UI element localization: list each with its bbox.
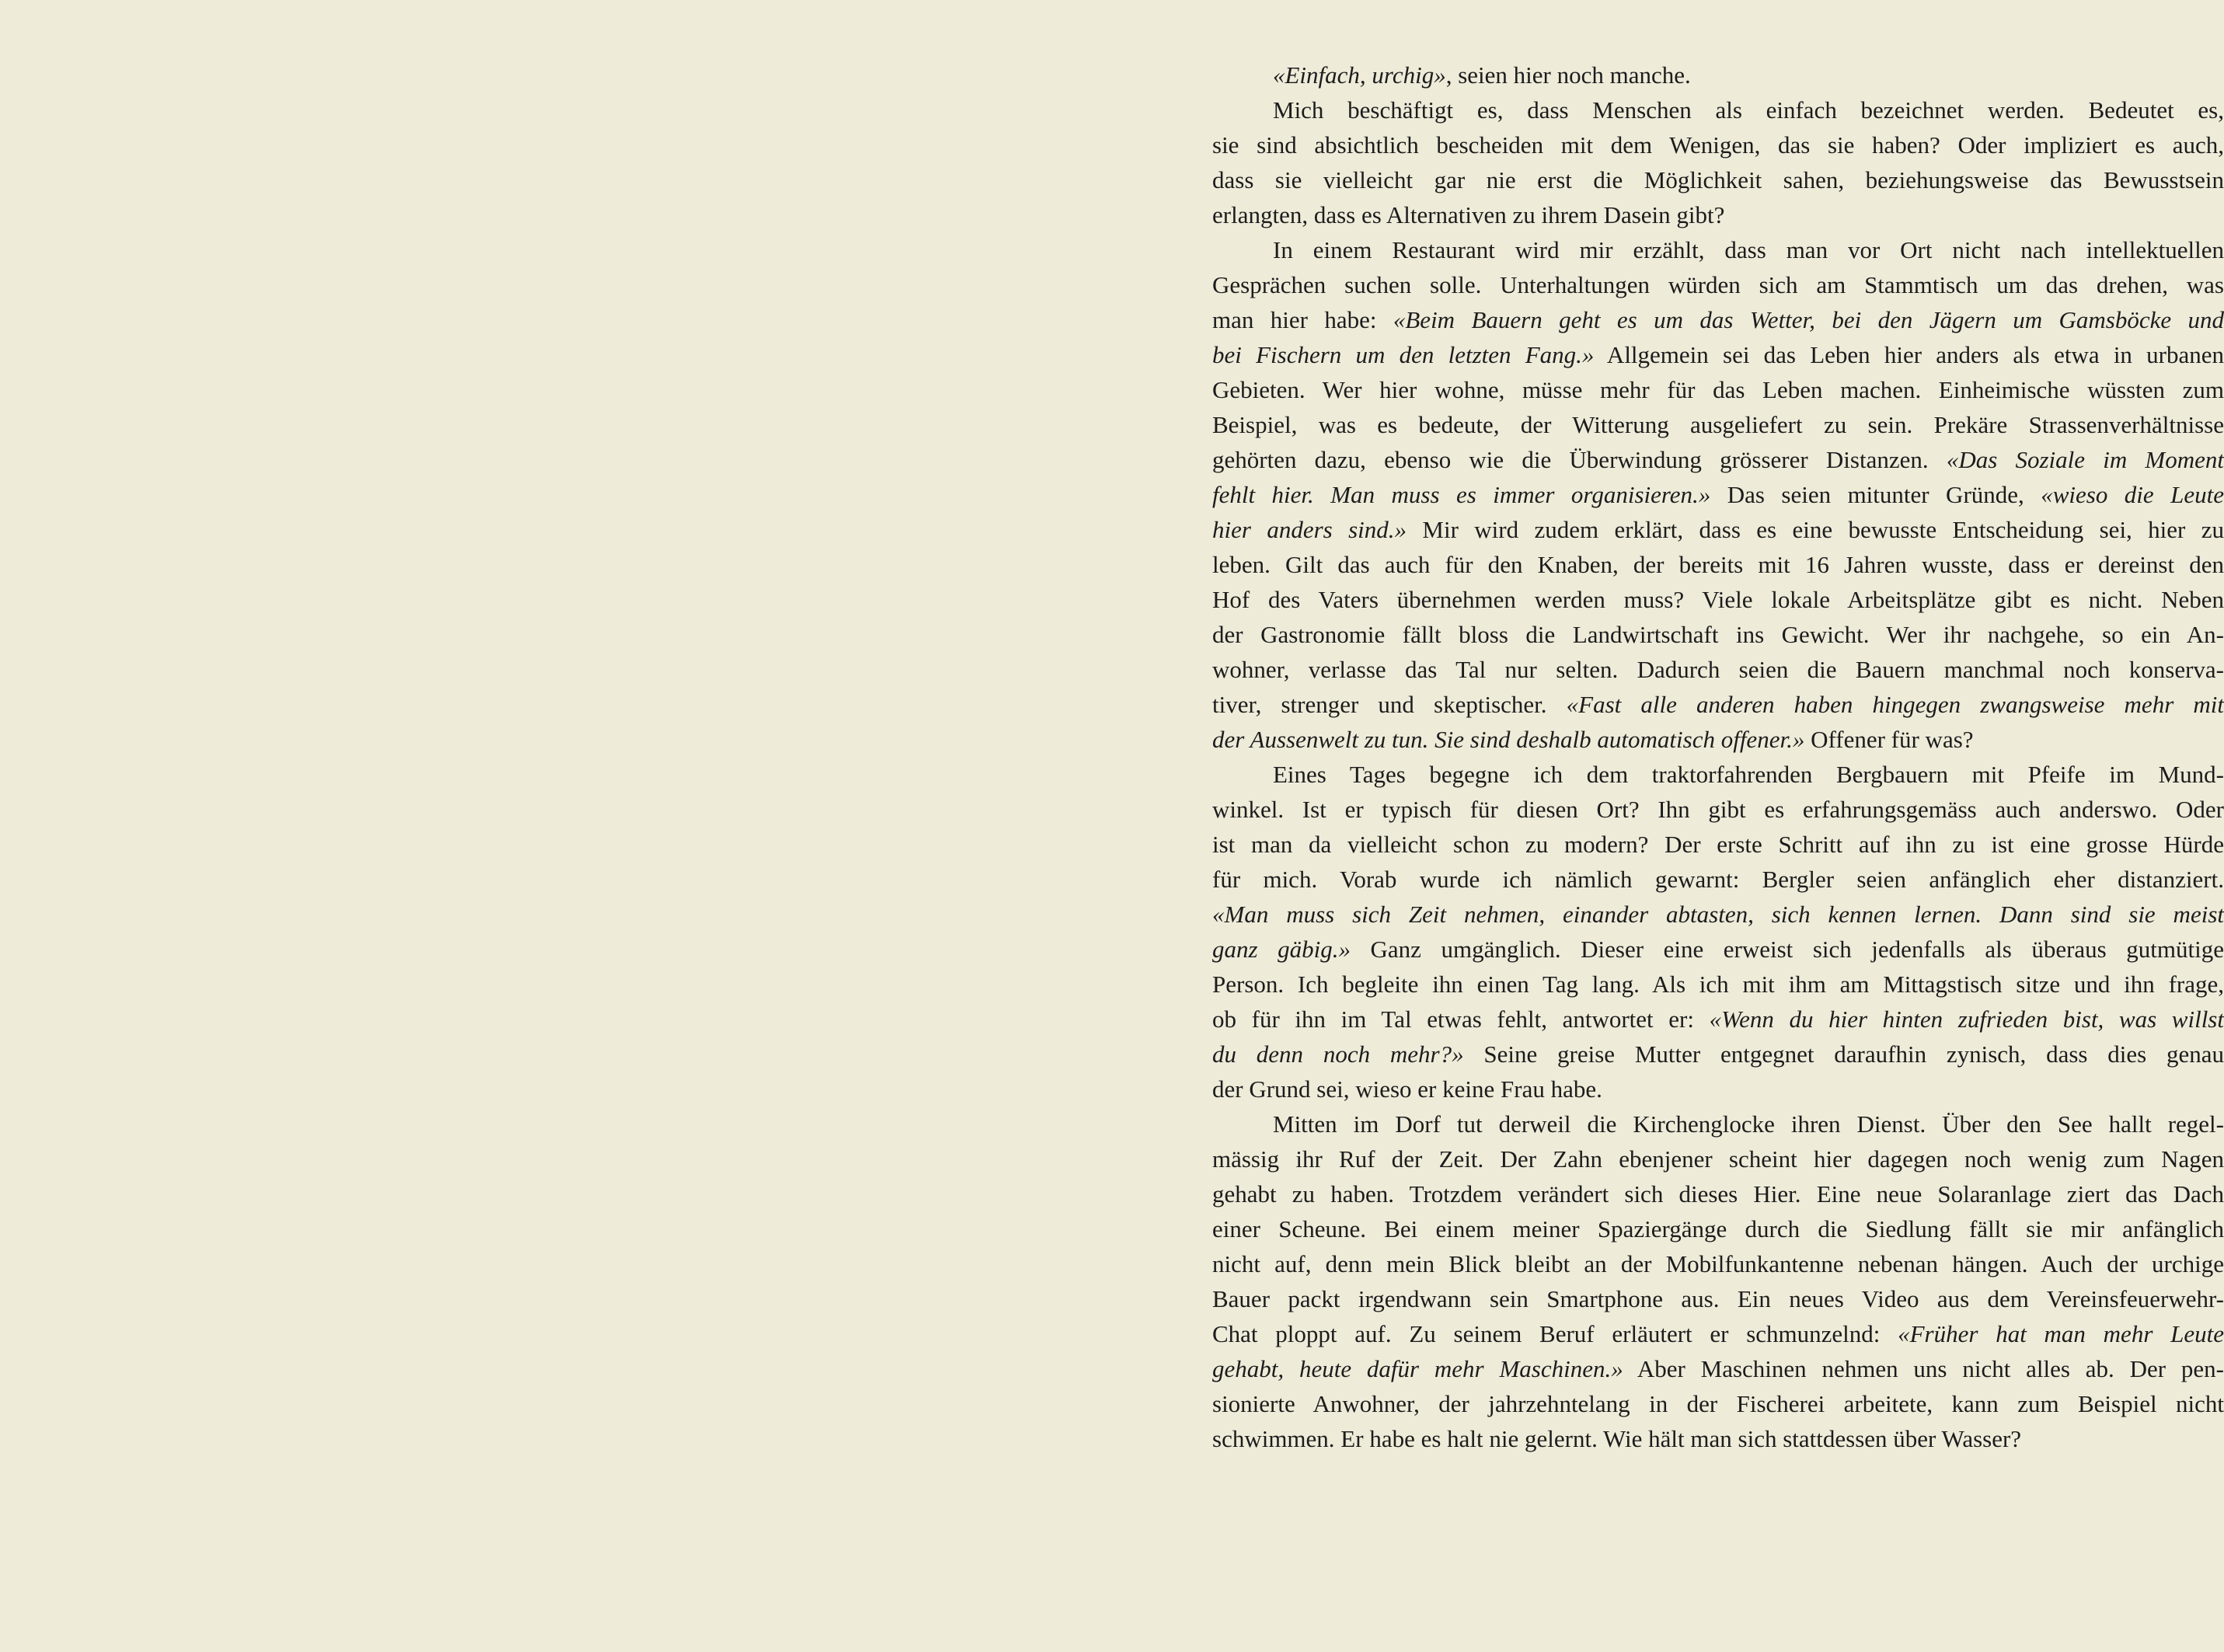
text-line: [1212, 792, 2224, 827]
text-run: leben. Gilt das auch für den Knaben, der bereits mit 16 Jahren wusste, dass er dereinst den: [1212, 551, 2224, 578]
quote-run: «Früher hat man mehr Leute: [1898, 1320, 2224, 1347]
text-line: [1212, 932, 2224, 967]
text-run: tiver, strenger und skeptischer.: [1212, 691, 1567, 718]
text-run: Gebieten. Wer hier wohne, müsse mehr für das Leben machen. Einheimische wüssten zum: [1212, 376, 2224, 403]
quote-run: hier anders sind.»: [1212, 516, 1407, 543]
text-run: gehörten dazu, ebenso wie die Überwindung grösserer Distanzen.: [1212, 446, 1947, 473]
text-run: Hof des Vaters übernehmen werden muss? Viele lokale Arbeitsplätze gibt es nicht. Neben: [1212, 586, 2224, 613]
text-line: [1212, 1351, 2224, 1386]
text-line: [1212, 58, 2224, 92]
text-run: Mitten im Dorf tut derweil die Kirchenglocke ihren Dienst. Über den See hallt regel-: [1273, 1110, 2224, 1138]
text-line: [1212, 477, 2224, 512]
text-run: Chat ploppt auf. Zu seinem Beruf erläutert er schmunzelnd:: [1212, 1320, 1898, 1347]
text-run: Eines Tages begegne ich dem traktorfahrenden Bergbauern mit Pfeife im Mund-: [1273, 761, 2224, 788]
text-line: [1212, 617, 2224, 652]
text-line: [1212, 127, 2224, 162]
text-run: der Grund sei, wieso er keine Frau habe.: [1212, 1075, 1602, 1103]
text-run: Seine greise Mutter entgegnet daraufhin zynisch, dass dies genau: [1463, 1040, 2224, 1068]
quote-run: «Man muss sich Zeit nehmen, einander abtasten, sich kennen lernen. Dann sind sie meist: [1212, 901, 2224, 928]
text-line: [1212, 967, 2224, 1002]
text-line: [1212, 1141, 2224, 1176]
text-line: [1212, 337, 2224, 372]
text-line: [1212, 442, 2224, 477]
text-run: mässig ihr Ruf der Zeit. Der Zahn ebenjener scheint hier dagegen noch wenig zum Nagen: [1212, 1145, 2224, 1173]
quote-run: «Beim Bauern geht es um das Wetter, bei den Jägern um Gamsböcke und: [1393, 306, 2224, 333]
text-line: [1212, 162, 2224, 197]
quote-run: «Wenn du hier hinten zufrieden bist, was willst: [1709, 1005, 2224, 1033]
text-run: Ganz umgänglich. Dieser eine erweist sich jedenfalls als überaus gutmütige: [1350, 936, 2224, 963]
text-run: der Gastronomie fällt bloss die Landwirtschaft ins Gewicht. Wer ihr nachgehe, so ein An-: [1212, 621, 2224, 648]
text-run: sie sind absichtlich bescheiden mit dem Wenigen, das sie haben? Oder impliziert es auch,: [1212, 131, 2224, 159]
text-run: Mich beschäftigt es, dass Menschen als einfach bezeichnet werden. Bedeutet es,: [1273, 96, 2224, 124]
quote-run: «Einfach, urchig»: [1273, 61, 1446, 89]
text-run: einer Scheune. Bei einem meiner Spaziergänge durch die Siedlung fällt sie mir anfänglich: [1212, 1215, 2224, 1242]
text-run: schwimmen. Er habe es halt nie gelernt. Wie hält man sich stattdessen über Wasser?: [1212, 1425, 2022, 1452]
text-line: [1212, 547, 2224, 582]
text-line: [1212, 302, 2224, 337]
text-run: gehabt zu haben. Trotzdem verändert sich dieses Hier. Eine neue Solaranlage ziert das Dach: [1212, 1180, 2224, 1208]
text-run: Mir wird zudem erklärt, dass es eine bewusste Entscheidung sei, hier zu: [1407, 516, 2224, 543]
text-line: [1212, 757, 2224, 792]
text-line: [1212, 407, 2224, 442]
quote-run: du denn noch mehr?»: [1212, 1040, 1464, 1068]
quote-run: gehabt, heute dafür mehr Maschinen.»: [1212, 1355, 1623, 1382]
quote-run: «Fast alle anderen haben hingegen zwangsweise mehr mit: [1566, 691, 2224, 718]
text-line: [1212, 92, 2224, 127]
text-run: Bauer packt irgendwann sein Smartphone aus. Ein neues Video aus dem Vereinsfeuerwehr-: [1212, 1285, 2224, 1312]
text-line: [1212, 1386, 2224, 1421]
left-page-blank: [0, 0, 1101, 1652]
text-run: In einem Restaurant wird mir erzählt, dass man vor Ort nicht nach intellektuellen: [1273, 236, 2224, 263]
text-line: [1212, 1316, 2224, 1351]
text-line: [1212, 687, 2224, 722]
text-line: [1212, 652, 2224, 687]
body-text: [1212, 58, 2224, 1456]
text-run: ob für ihn im Tal etwas fehlt, antwortet er:: [1212, 1005, 1710, 1033]
text-line: [1212, 1421, 2224, 1456]
text-line: [1212, 267, 2224, 302]
text-run: sionierte Anwohner, der jahrzehntelang in der Fischerei arbeitete, kann zum Beispiel nicht: [1212, 1390, 2224, 1417]
quote-run: ganz gäbig.»: [1212, 936, 1351, 963]
text-line: [1212, 897, 2224, 932]
text-run: Offener für was?: [1804, 726, 1974, 753]
text-line: [1212, 197, 2224, 232]
quote-run: «wieso die Leute: [2041, 481, 2224, 508]
quote-run: der Aussenwelt zu tun. Sie sind deshalb automatisch offener.»: [1212, 726, 1805, 753]
text-line: [1212, 1281, 2224, 1316]
text-run: Allgemein sei das Leben hier anders als etwa in urbanen: [1594, 341, 2224, 368]
text-line: [1212, 1002, 2224, 1037]
text-run: man hier habe:: [1212, 306, 1393, 333]
text-line: [1212, 1211, 2224, 1246]
text-run: , seien hier noch manche.: [1445, 61, 1691, 89]
text-line: [1212, 512, 2224, 547]
text-line: [1212, 827, 2224, 862]
text-line: [1212, 722, 2224, 757]
text-line: [1212, 862, 2224, 897]
quote-run: bei Fischern um den letzten Fang.»: [1212, 341, 1595, 368]
text-run: ist man da vielleicht schon zu modern? Der erste Schritt auf ihn zu ist eine grosse Hürde: [1212, 831, 2224, 858]
text-run: nicht auf, denn mein Blick bleibt an der Mobilfunkantenne nebenan hängen. Auch der urchige: [1212, 1250, 2224, 1277]
quote-run: «Das Soziale im Moment: [1946, 446, 2224, 473]
text-line: [1212, 1246, 2224, 1281]
text-run: Das seien mitunter Gründe,: [1710, 481, 2041, 508]
text-run: winkel. Ist er typisch für diesen Ort? Ihn gibt es erfahrungsgemäss auch anderswo. Oder: [1212, 796, 2224, 823]
text-run: Person. Ich begleite ihn einen Tag lang. Als ich mit ihm am Mittagstisch sitze und ihn frage,: [1212, 971, 2224, 998]
text-line: [1212, 1072, 2224, 1107]
text-run: dass sie vielleicht gar nie erst die Möglichkeit sahen, beziehungsweise das Bewusstsein: [1212, 166, 2224, 193]
text-run: Beispiel, was es bedeute, der Witterung ausgeliefert zu sein. Prekäre Strassenverhältnisse: [1212, 411, 2224, 438]
text-line: [1212, 232, 2224, 267]
text-run: für mich. Vorab wurde ich nämlich gewarnt: Bergler seien anfänglich eher distanziert.: [1212, 866, 2224, 893]
right-page: [1101, 0, 2224, 1652]
text-line: [1212, 582, 2224, 617]
text-line: [1212, 1176, 2224, 1211]
text-run: wohner, verlasse das Tal nur selten. Dadurch seien die Bauern manchmal noch konserva-: [1212, 656, 2224, 683]
text-run: erlangten, dass es Alternativen zu ihrem Dasein gibt?: [1212, 201, 1725, 228]
text-line: [1212, 1037, 2224, 1072]
text-run: Aber Maschinen nehmen uns nicht alles ab. Der pen-: [1623, 1355, 2224, 1382]
text-line: [1212, 372, 2224, 407]
text-run: Gesprächen suchen solle. Unterhaltungen würden sich am Stammtisch um das drehen, was: [1212, 271, 2224, 298]
quote-run: fehlt hier. Man muss es immer organisieren.»: [1212, 481, 1711, 508]
text-line: [1212, 1107, 2224, 1141]
